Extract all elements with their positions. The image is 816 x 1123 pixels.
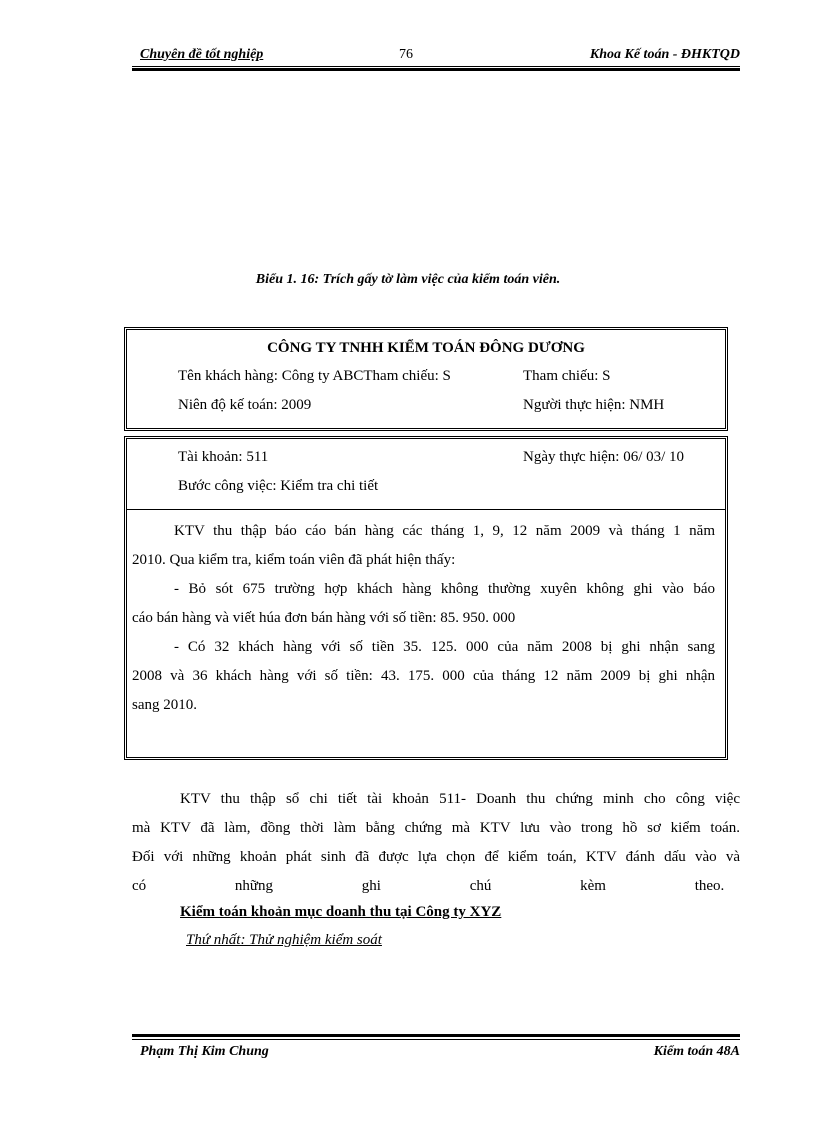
header-right-title: Khoa Kế toán - ĐHKTQD xyxy=(589,47,740,62)
company-name: CÔNG TY TNHH KIỂM TOÁN ĐÔNG DƯƠNG xyxy=(267,340,585,356)
page-footer xyxy=(132,1044,740,1062)
body-line: Đối với những khoản phát sinh đã được lựa chọn để kiểm toán, KTV đánh dấu vào và xyxy=(132,849,740,865)
header-rule-thick xyxy=(132,68,740,71)
fiscal-year: Niên độ kế toán: 2009 xyxy=(178,397,312,413)
body-line: mà KTV đã làm, đồng thời làm bằng chứng mà KTV lưu vào trong hồ sơ kiểm toán. xyxy=(132,820,740,836)
working-paper-detail-box xyxy=(124,436,728,760)
header-left-title: Chuyên đề tốt nghiệp xyxy=(140,47,264,62)
findings-line: KTV thu thập báo cáo bán hàng các tháng 1, 9, 12 năm 2009 và tháng 1 năm xyxy=(174,523,715,539)
working-paper-header-box xyxy=(124,327,728,431)
section-heading: Kiểm toán khoản mục doanh thu tại Công ty XYZ xyxy=(180,904,502,920)
body-line: có những ghi chú kèm theo. xyxy=(132,878,725,894)
footer-class: Kiểm toán 48A xyxy=(653,1044,740,1059)
findings-line: 2008 và 36 khách hàng với số tiền: 43. 175. 000 của tháng 12 năm 2009 bị ghi nhận xyxy=(132,668,715,684)
header-rule-thin xyxy=(132,66,740,67)
work-step: Bước công việc: Kiểm tra chi tiết xyxy=(178,478,379,494)
header-page-number: 76 xyxy=(399,47,413,62)
client-name: Tên khách hàng: Công ty ABCTham chiếu: S xyxy=(178,368,451,384)
body-line: KTV thu thập sổ chi tiết tài khoản 511- Doanh thu chứng minh cho công việc xyxy=(180,791,740,807)
body-paragraph xyxy=(132,785,740,901)
findings-line: sang 2010. xyxy=(132,697,197,713)
findings-line: - Có 32 khách hàng với số tiền 35. 125. 000 của năm 2008 bị ghi nhận sang xyxy=(174,639,715,655)
footer-author: Phạm Thị Kim Chung xyxy=(140,1044,269,1059)
findings-line: - Bỏ sót 675 trường hợp khách hàng không thường xuyên không ghi vào báo xyxy=(174,581,715,597)
subsection-heading: Thứ nhất: Thử nghiệm kiểm soát xyxy=(186,932,382,948)
box-divider xyxy=(127,509,725,510)
reference: Tham chiếu: S xyxy=(523,368,611,384)
figure-caption: Biểu 1. 16: Trích gấy tờ làm việc của kiểm toán viên. xyxy=(255,272,561,287)
footer-rule-thick xyxy=(132,1034,740,1037)
performer: Người thực hiện: NMH xyxy=(523,397,665,413)
findings-line: 2010. Qua kiểm tra, kiểm toán viên đã phát hiện thấy: xyxy=(132,552,456,568)
footer-rule-thin xyxy=(132,1039,740,1040)
page-header xyxy=(132,47,740,65)
findings-line: cáo bán hàng và viết húa đơn bán hàng với số tiền: 85. 950. 000 xyxy=(132,610,516,626)
account: Tài khoản: 511 xyxy=(178,449,269,465)
performed-date: Ngày thực hiện: 06/ 03/ 10 xyxy=(523,449,685,465)
findings-paragraph xyxy=(132,517,715,720)
